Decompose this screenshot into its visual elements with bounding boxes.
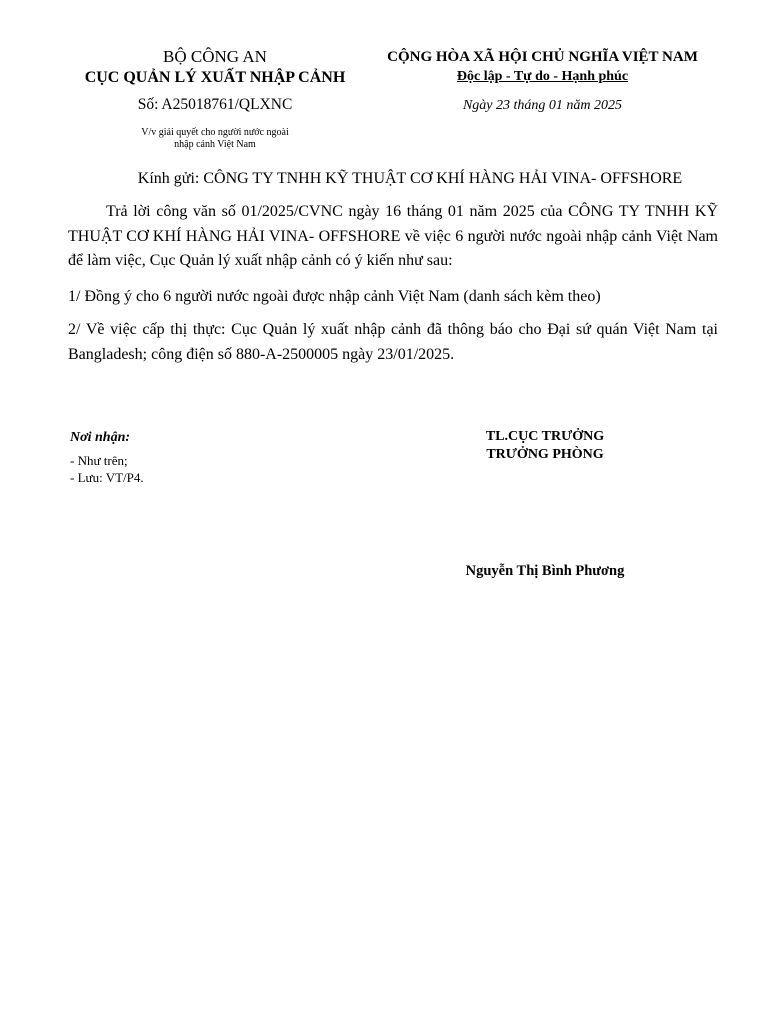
signer-title-2: TRƯỞNG PHÒNG — [486, 447, 604, 462]
item-2-paragraph: 2/ Về việc cấp thị thực: Cục Quản lý xuất nhập cảnh đã thông báo cho Đại sứ quán Việt Nam tại Bangladesh; công điện số 880-A-2500005 ngày 23/01/2025. — [68, 321, 718, 363]
nation-motto: Độc lập - Tự do - Hạnh phúc — [456, 69, 629, 84]
recipients-item: - Như trên; — [70, 453, 128, 468]
recipient-line: Kính gửi: CÔNG TY TNHH KỸ THUẬT CƠ KHÍ HÀNG HẢI VINA- OFFSHORE — [137, 170, 683, 187]
recipients-heading: Nơi nhận: — [70, 430, 131, 445]
nation-title: CỘNG HÒA XÃ HỘI CHỦ NGHĨA VIỆT NAM — [387, 49, 698, 65]
recipients-item: - Lưu: VT/P4. — [70, 470, 144, 485]
document-number: Số: A25018761/QLXNC — [137, 96, 293, 113]
subject-line-1: V/v giải quyết cho người nước ngoài — [141, 127, 289, 138]
signer-name: Nguyễn Thị Bình Phương — [465, 563, 625, 579]
item-1-paragraph: 1/ Đồng ý cho 6 người nước ngoài được nhập cảnh Việt Nam (danh sách kèm theo) — [68, 288, 601, 305]
issue-date: Ngày 23 tháng 01 năm 2025 — [462, 98, 623, 113]
subject-line-2: nhập cảnh Việt Nam — [174, 139, 256, 150]
agency-name: CỤC QUẢN LÝ XUẤT NHẬP CẢNH — [84, 69, 346, 86]
agency-parent: BỘ CÔNG AN — [163, 47, 267, 66]
signer-title-1: TL.CỤC TRƯỞNG — [485, 429, 605, 444]
intro-paragraph: Trả lời công văn số 01/2025/CVNC ngày 16 tháng 01 năm 2025 của CÔNG TY TNHH KỸ THUẬT CƠ KHÍ HÀNG HẢI VINA- OFFSHORE về việc 6 người nước ngoài nhập cảnh Việt Nam để làm việc, Cục Quản lý xuất nhập cảnh có ý kiến như sau: — [68, 203, 718, 269]
